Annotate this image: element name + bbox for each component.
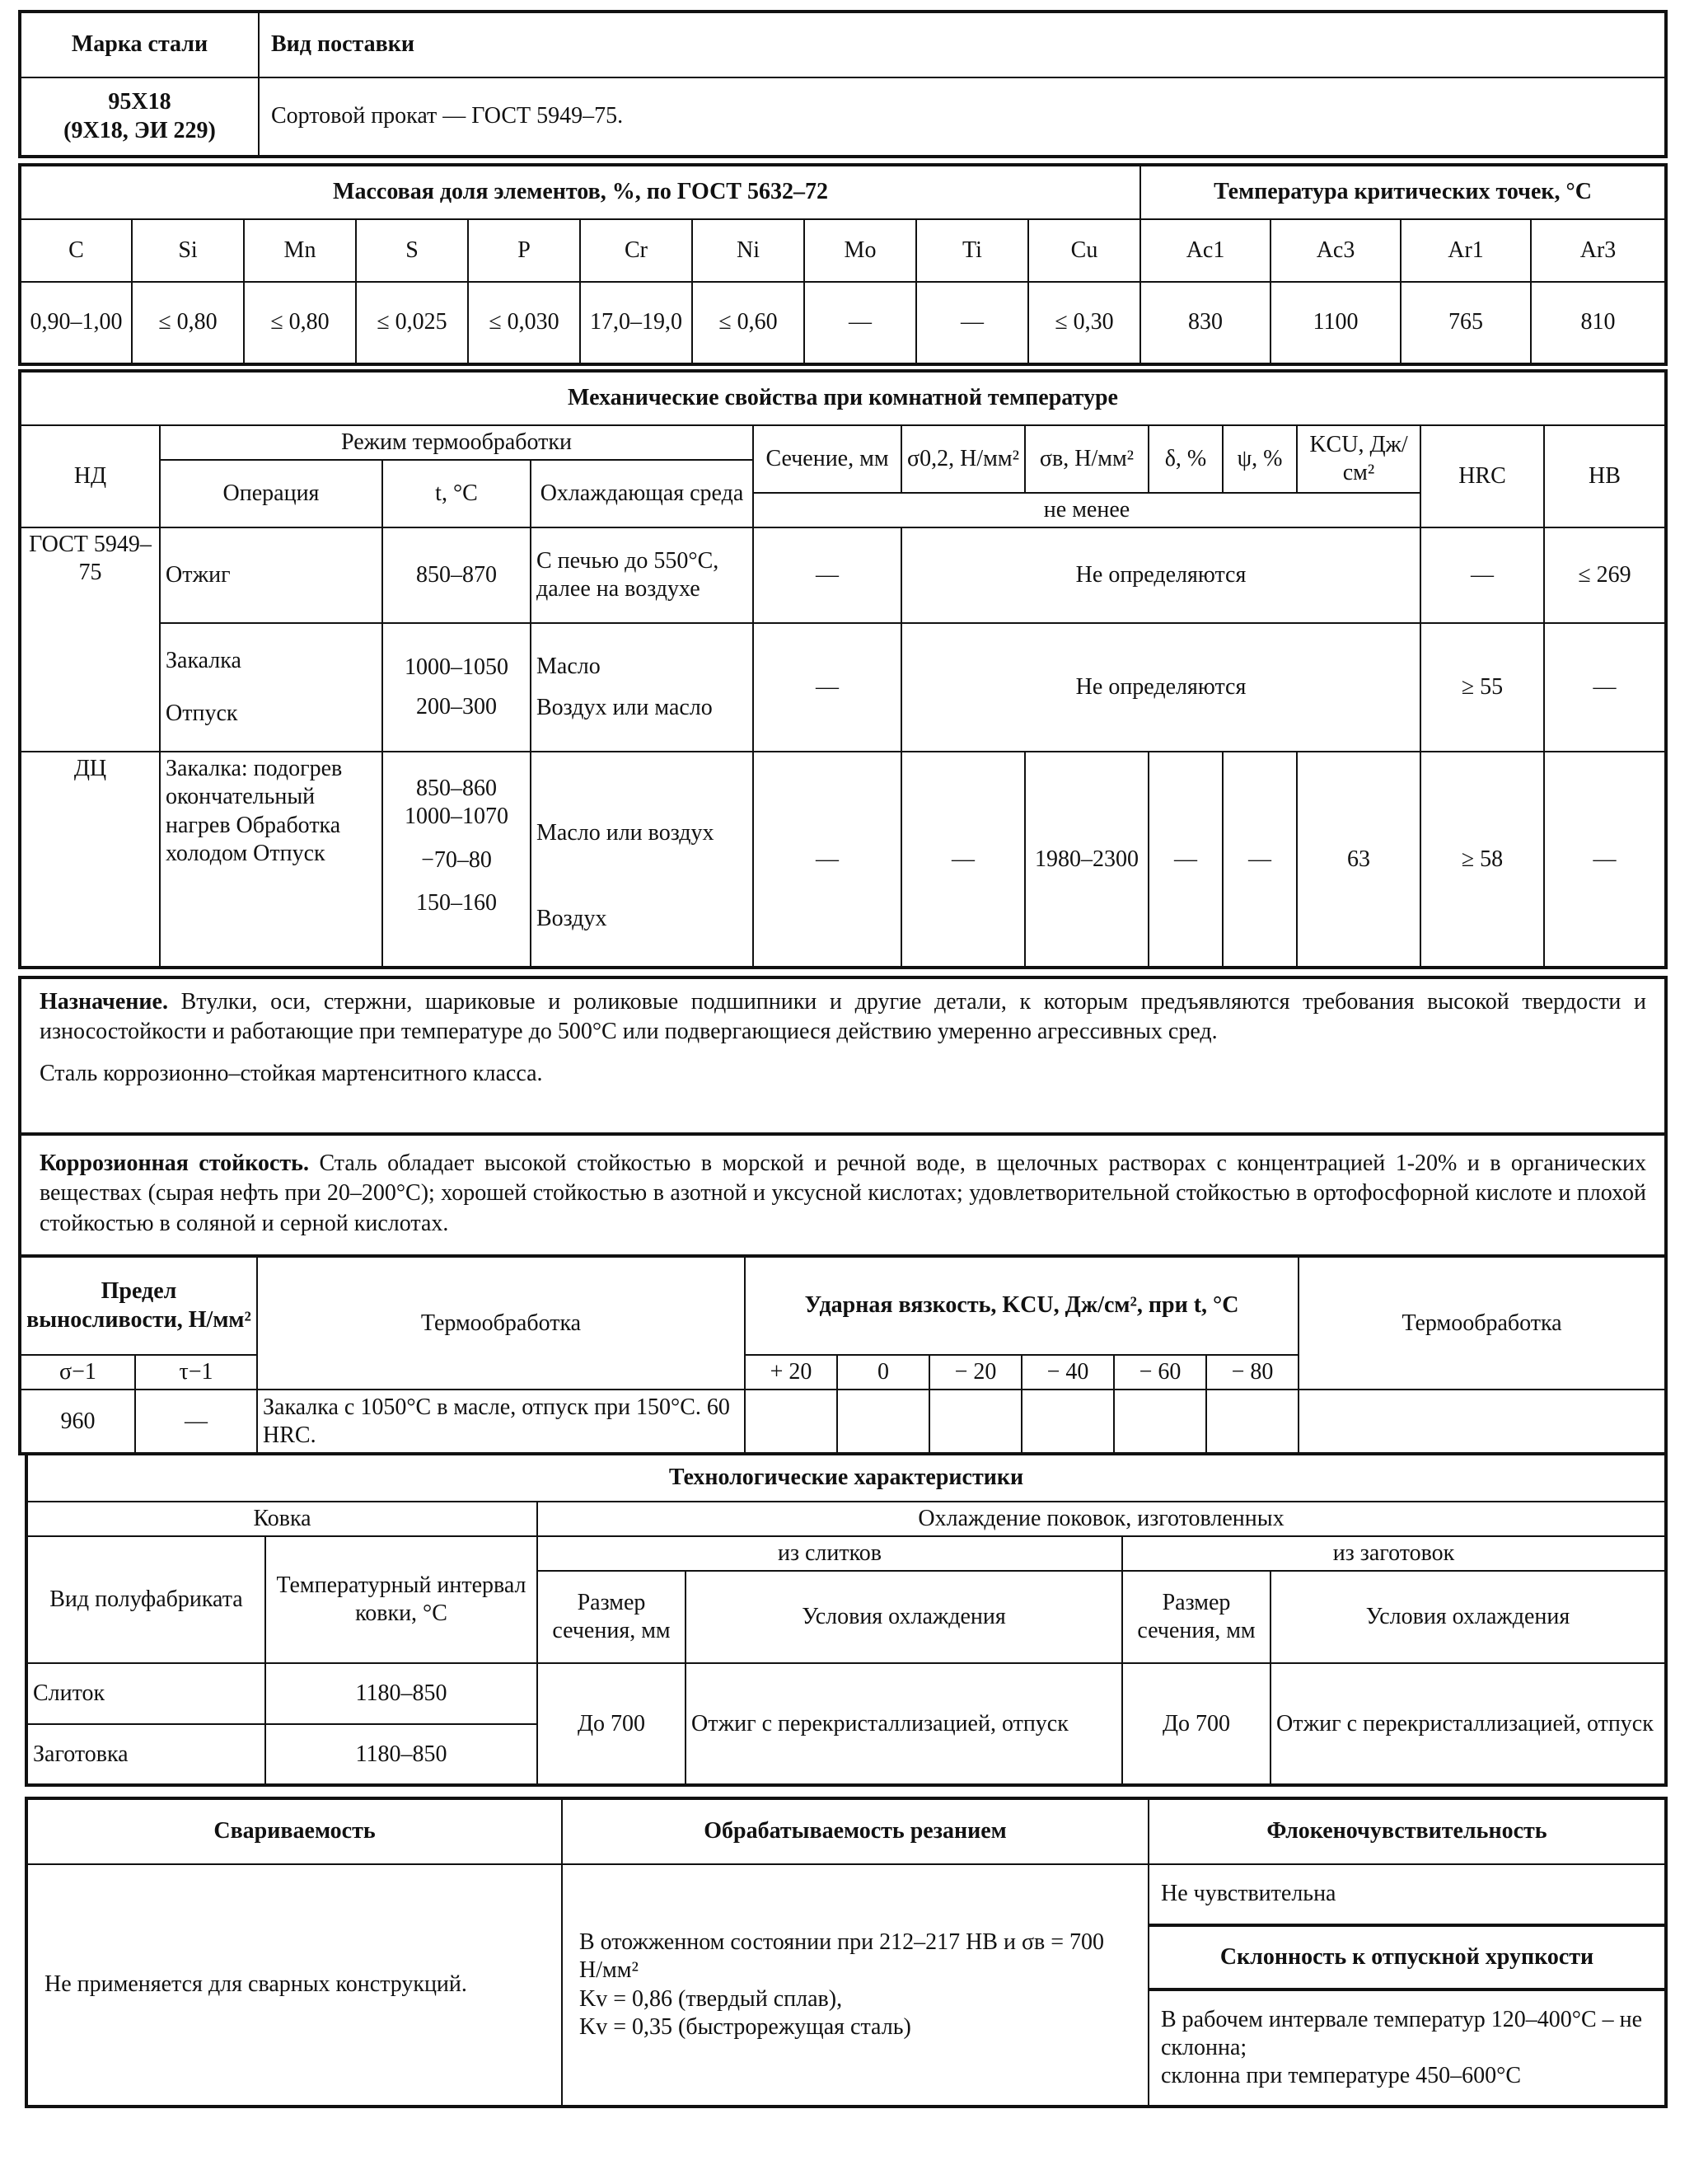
critical-points-title: Температура критических точек, °С <box>1140 165 1666 219</box>
impact-value-empty <box>1022 1390 1114 1454</box>
temperature-line: −70–80 <box>421 846 492 873</box>
steel-class-text: Сталь коррозионно–стойкая мартенситного класса. <box>40 1060 543 1086</box>
element-name: S <box>356 219 468 282</box>
reduction-header: ψ, % <box>1223 425 1297 493</box>
critical-point-value: 765 <box>1401 282 1531 364</box>
purpose-section <box>18 976 1668 1136</box>
not-less-header: не менее <box>753 493 1420 527</box>
operation-line: Закалка <box>166 648 241 674</box>
operation-value <box>160 623 382 752</box>
yield-strength-value: — <box>901 752 1025 968</box>
impact-value-empty <box>745 1390 837 1454</box>
purpose-label: Назначение. <box>40 989 168 1015</box>
temperature-value <box>382 623 531 752</box>
table-row <box>26 1663 1666 1724</box>
machinability-line: В отожженном состоянии при 212–217 НВ и σв = 700 Н/мм² <box>579 1929 1105 1984</box>
composition-table <box>18 163 1668 366</box>
flake-header: Флокеночувствительность <box>1149 1798 1666 1864</box>
tensile-strength-header: σв, Н/мм² <box>1025 425 1149 493</box>
section-value: — <box>753 623 901 752</box>
medium-value <box>531 623 753 752</box>
temperature-line: 1000–1070 <box>405 804 508 830</box>
semi-product-value: Заготовка <box>26 1724 265 1785</box>
supply-value: Сортовой прокат — ГОСТ 5949–75. <box>259 77 1666 157</box>
properties-value: Не определяются <box>901 623 1420 752</box>
hb-value: — <box>1544 752 1666 968</box>
element-name: Mo <box>804 219 916 282</box>
table-row <box>20 752 1666 968</box>
elongation-header: δ, % <box>1149 425 1223 493</box>
corrosion-label: Коррозионная стойкость. <box>40 1151 309 1176</box>
kcu-value: 63 <box>1297 752 1420 968</box>
purpose-text: Втулки, оси, стержни, шариковые и роликовые подшипники и другие детали, к которым предъявляются требования высокой твердости и износостойкости и работающие при температуре до 500°С или подвергающиеся действию умеренно агрессивных сред. <box>40 989 1646 1045</box>
element-name: Si <box>132 219 244 282</box>
section-header: Сечение, мм <box>753 425 901 493</box>
section-size-value: До 700 <box>537 1663 686 1785</box>
fatigue-table <box>18 1254 1668 1455</box>
medium-value: С печью до 550°С, далее на воздухе <box>531 527 753 623</box>
operation-line: Отпуск <box>166 701 238 727</box>
semi-product-header: Вид полуфабриката <box>26 1536 265 1663</box>
impact-temp: − 60 <box>1114 1355 1206 1390</box>
element-header-row <box>20 219 1666 282</box>
kcu-header: KCU, Дж/см² <box>1297 425 1420 493</box>
element-name: Mn <box>244 219 356 282</box>
tensile-strength-value: 1980–2300 <box>1025 752 1149 968</box>
impact-temp: − 20 <box>929 1355 1022 1390</box>
sigma-value: 960 <box>20 1390 135 1454</box>
critical-point-name: Ar1 <box>1401 219 1531 282</box>
element-value: ≤ 0,60 <box>692 282 804 364</box>
temperature-line: 850–860 <box>416 776 497 802</box>
critical-point-value: 1100 <box>1270 282 1401 364</box>
impact-value-empty <box>1206 1390 1299 1454</box>
critical-point-value: 830 <box>1140 282 1270 364</box>
medium-line: Масло или воздух <box>536 820 714 846</box>
critical-point-name: Ac1 <box>1140 219 1270 282</box>
element-value: ≤ 0,030 <box>468 282 580 364</box>
medium-header: Охлаждающая среда <box>531 460 753 527</box>
element-value: — <box>804 282 916 364</box>
temperature-header: t, °С <box>382 460 531 527</box>
section-value: — <box>753 752 901 968</box>
treatment-value-empty <box>1299 1390 1666 1454</box>
table-row <box>20 1390 1666 1454</box>
from-billets-header: из заготовок <box>1122 1536 1666 1571</box>
medium-value <box>531 752 753 968</box>
element-name: Cr <box>580 219 692 282</box>
sigma-header: σ−1 <box>20 1355 135 1390</box>
temperature-value <box>382 752 531 968</box>
properties-value: Не определяются <box>901 527 1420 623</box>
cooling-header: Охлаждение поковок, изготовленных <box>537 1502 1666 1536</box>
operation-value: Отжиг <box>160 527 382 623</box>
from-ingots-header: из слитков <box>537 1536 1122 1571</box>
critical-point-name: Ar3 <box>1531 219 1666 282</box>
hrc-value: ≥ 58 <box>1420 752 1544 968</box>
element-value: 0,90–1,00 <box>20 282 132 364</box>
impact-value-empty <box>837 1390 929 1454</box>
flake-value: Не чувствительна <box>1149 1864 1666 1925</box>
cooling-conditions-value-2: Отжиг с перекристаллизацией, отпуск <box>1270 1663 1666 1785</box>
impact-temp: − 80 <box>1206 1355 1299 1390</box>
composition-title: Массовая доля элементов, %, по ГОСТ 5632–72 <box>20 165 1140 219</box>
cooling-conditions-header-2: Условия охлаждения <box>1270 1571 1666 1663</box>
cooling-conditions-value: Отжиг с перекристаллизацией, отпуск <box>686 1663 1122 1785</box>
element-name: Ti <box>916 219 1028 282</box>
section-size-header: Размер сечения, мм <box>537 1571 686 1663</box>
critical-point-value: 810 <box>1531 282 1666 364</box>
impact-value-empty <box>1114 1390 1206 1454</box>
forging-header: Ковка <box>26 1502 537 1536</box>
nd-header: НД <box>20 425 160 527</box>
purpose-paragraph <box>40 987 1646 1047</box>
medium-line: Воздух или масло <box>536 695 713 721</box>
impact-value-empty <box>929 1390 1022 1454</box>
element-value: ≤ 0,80 <box>244 282 356 364</box>
critical-point-name: Ac3 <box>1270 219 1401 282</box>
grade-label: Марка стали <box>20 12 259 77</box>
tau-value: — <box>135 1390 257 1454</box>
nd-value: ГОСТ 5949–75 <box>20 527 160 752</box>
nd-value: ДЦ <box>20 752 160 968</box>
temperature-line: 150–160 <box>416 889 497 916</box>
weldability-value: Не применяется для сварных конструкций. <box>26 1864 562 2107</box>
element-value: ≤ 0,80 <box>132 282 244 364</box>
tau-header: τ−1 <box>135 1355 257 1390</box>
grade-alt: (9Х18, ЭИ 229) <box>63 117 216 143</box>
impact-temp: 0 <box>837 1355 929 1390</box>
hrc-value: ≥ 55 <box>1420 623 1544 752</box>
elongation-value: — <box>1149 752 1223 968</box>
machinability-line: Kv = 0,35 (быстрорежущая сталь) <box>579 2013 911 2040</box>
treatment-value: Закалка с 1050°С в масле, отпуск при 150°С. 60 HRC. <box>257 1390 745 1454</box>
mechanical-table <box>18 369 1668 969</box>
header-table <box>18 10 1668 158</box>
bottom-table <box>25 1797 1668 2108</box>
operation-value: Закалка: подогрев окончательный нагрев Обработка холодом Отпуск <box>160 752 382 968</box>
operation-header: Операция <box>160 460 382 527</box>
element-value-row <box>20 282 1666 364</box>
hrc-header: HRC <box>1420 425 1544 527</box>
element-value: ≤ 0,025 <box>356 282 468 364</box>
cooling-conditions-header: Условия охлаждения <box>686 1571 1122 1663</box>
impact-header: Ударная вязкость, KCU, Дж/см², при t, °С <box>745 1256 1299 1355</box>
fatigue-limit-header: Предел выносливости, Н/мм² <box>20 1256 257 1355</box>
table-row <box>20 623 1666 752</box>
hb-value: — <box>1544 623 1666 752</box>
element-value: — <box>916 282 1028 364</box>
corrosion-section <box>18 1132 1668 1258</box>
hb-value: ≤ 269 <box>1544 527 1666 623</box>
element-name: С <box>20 219 132 282</box>
section-size-value-2: До 700 <box>1122 1663 1270 1785</box>
yield-strength-header: σ0,2, Н/мм² <box>901 425 1025 493</box>
element-name: Ni <box>692 219 804 282</box>
impact-temp: − 40 <box>1022 1355 1114 1390</box>
forging-interval-value: 1180–850 <box>265 1663 537 1724</box>
grade-cell <box>20 77 259 157</box>
temperature-line: 200–300 <box>416 694 497 720</box>
element-name: P <box>468 219 580 282</box>
machinability-header: Обрабатываемость резанием <box>562 1798 1149 1864</box>
machinability-line: Kv = 0,86 (твердый сплав), <box>579 1985 843 2012</box>
semi-product-value: Слиток <box>26 1663 265 1724</box>
mode-header: Режим термообработки <box>160 425 753 460</box>
table-row <box>20 527 1666 623</box>
forging-interval-header: Температурный интервал ковки, °С <box>265 1536 537 1663</box>
hb-header: НВ <box>1544 425 1666 527</box>
temperature-line: 1000–1050 <box>405 654 508 681</box>
mechanical-title: Механические свойства при комнатной температуре <box>20 371 1666 425</box>
section-value: — <box>753 527 901 623</box>
treatment-header-2: Термообработка <box>1299 1256 1666 1390</box>
temper-line: склонна при температуре 450–600°С <box>1161 2063 1522 2089</box>
reduction-value: — <box>1223 752 1297 968</box>
temperature-value: 850–870 <box>382 527 531 623</box>
grade-value: 95Х18 <box>108 89 171 115</box>
corrosion-text: Сталь обладает высокой стойкостью в морской и речной воде, в щелочных растворах с концентрацией 1-20% и в органических веществах (сырая нефть при 20–200°С); хорошей стойкостью в азотной и уксусной кислотах; удовлетворительной стойкостью в ортофосфорной кислоте и плохой стойкостью в соляной и серной кислотах. <box>40 1151 1646 1236</box>
element-value: ≤ 0,30 <box>1028 282 1140 364</box>
supply-label: Вид поставки <box>259 12 1666 77</box>
weldability-header: Свариваемость <box>26 1798 562 1864</box>
temper-line: В рабочем интервале температур 120–400°С – не склонна; <box>1161 2006 1643 2060</box>
temper-brittleness-value <box>1149 1990 1666 2107</box>
medium-line: Масло <box>536 654 601 680</box>
section-size-header-2: Размер сечения, мм <box>1122 1571 1270 1663</box>
treatment-header: Термообработка <box>257 1256 745 1390</box>
element-value: 17,0–19,0 <box>580 282 692 364</box>
machinability-value <box>562 1864 1149 2107</box>
medium-line: Воздух <box>536 906 607 932</box>
element-name: Cu <box>1028 219 1140 282</box>
technological-title: Технологические характеристики <box>26 1454 1666 1502</box>
impact-temp: + 20 <box>745 1355 837 1390</box>
hrc-value: — <box>1420 527 1544 623</box>
temper-brittleness-header: Склонность к отпускной хрупкости <box>1149 1925 1666 1990</box>
forging-interval-value: 1180–850 <box>265 1724 537 1785</box>
technological-table <box>25 1452 1668 1787</box>
